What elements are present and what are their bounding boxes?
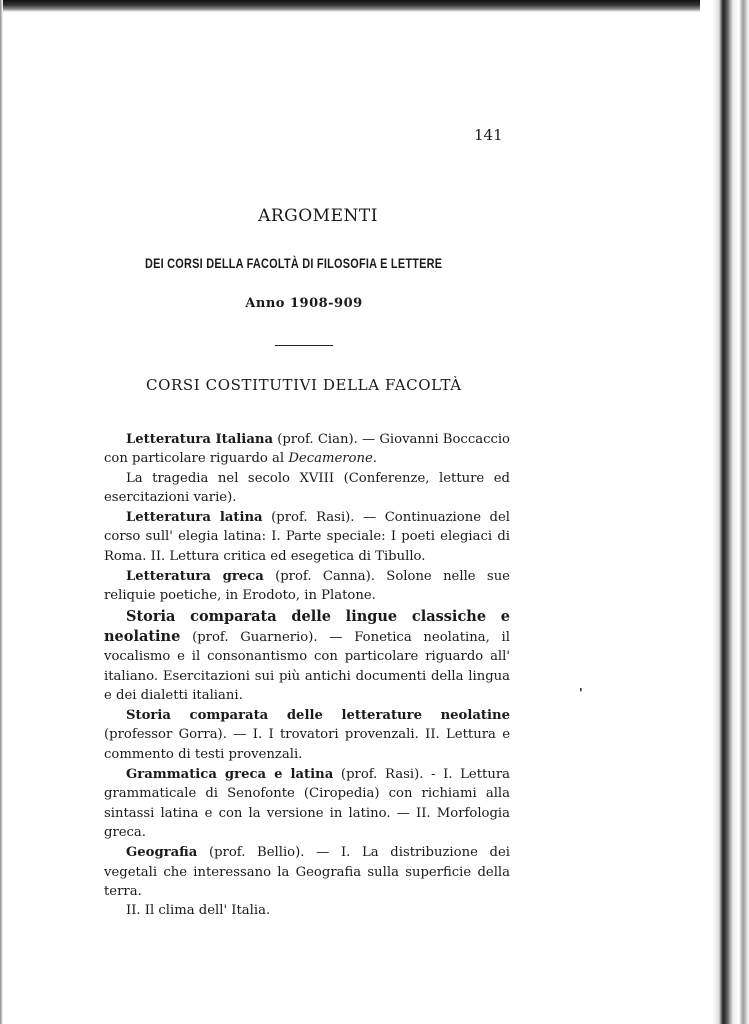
course-list [104,430,510,920]
margin-mark: ' [579,686,583,700]
page-title: ARGOMENTI [258,206,378,226]
course-description: (professor Gorra). — I. I trovatori provenzali. II. Lettura e commento di testi provenzali. [104,727,510,762]
course-entry [104,765,510,842]
course-punctuation: . [372,451,377,467]
course-name: Letteratura Italiana [126,432,273,447]
course-extra: La tragedia nel secolo XVIII (Conferenze, letture ed esercitazioni varie). [104,470,510,505]
section-heading: CORSI COSTITUTIVI DELLA FACOLTÀ [146,376,462,394]
divider [275,345,333,346]
scan-left-edge [0,0,3,1024]
page-number: 141 [474,126,503,144]
course-extra: II. Il clima dell' Italia. [126,903,271,919]
page-subtitle: DEI CORSI DELLA FACOLTÀ DI FILOSOFIA E LETTERE [145,255,443,271]
course-description: (prof. Guarnerio). — Fonetica neolatina, il vocalismo e il consonantismo con particolare riguardo all' italiano. Esercitazioni sui più antichi documenti della lingua e dei dialetti italiani. [104,629,510,703]
course-entry [104,567,510,606]
course-name: Geografia [126,845,198,861]
course-entry [104,607,510,705]
scan-right-edge [713,0,749,1024]
course-description: (prof. Rasi). - I. Lettura grammaticale di Senofonte (Ciropedia) con richiami alla sintassi latina e con la versione in latino. — II. Morfologia greca. [104,767,510,840]
course-name: Storia comparata delle letterature neolatine [126,708,510,724]
scan-top-edge [0,0,700,12]
course-description: (prof. Rasi). — Continuazione del corso sull' elegia latina: I. Parte speciale: I poeti elegiaci di Roma. II. Lettura critica ed esegetica di Tibullo. [104,510,510,564]
course-italic-title: Decamerone [288,451,373,467]
course-entry [104,430,510,507]
course-entry [104,508,510,566]
course-description: (prof. Bellio). — I. La distribuzione dei vegetali che interessano la Geografia sulla superficie della terra. [104,845,510,899]
course-entry [104,706,510,764]
course-description: (prof. Canna). Solone nelle sue reliquie poetiche, in Erodoto, in Platone. [104,569,510,604]
course-description: (prof. Cian). — Giovanni Boccaccio con particolare riguardo al [104,432,510,467]
course-name: Storia comparata delle lingue classiche e neolatine [104,607,510,645]
course-entry [104,843,510,920]
course-name: Grammatica greca e latina [126,767,334,783]
academic-year: Anno 1908-909 [245,296,363,311]
course-name: Letteratura latina [126,510,263,526]
course-name: Letteratura greca [126,569,264,585]
